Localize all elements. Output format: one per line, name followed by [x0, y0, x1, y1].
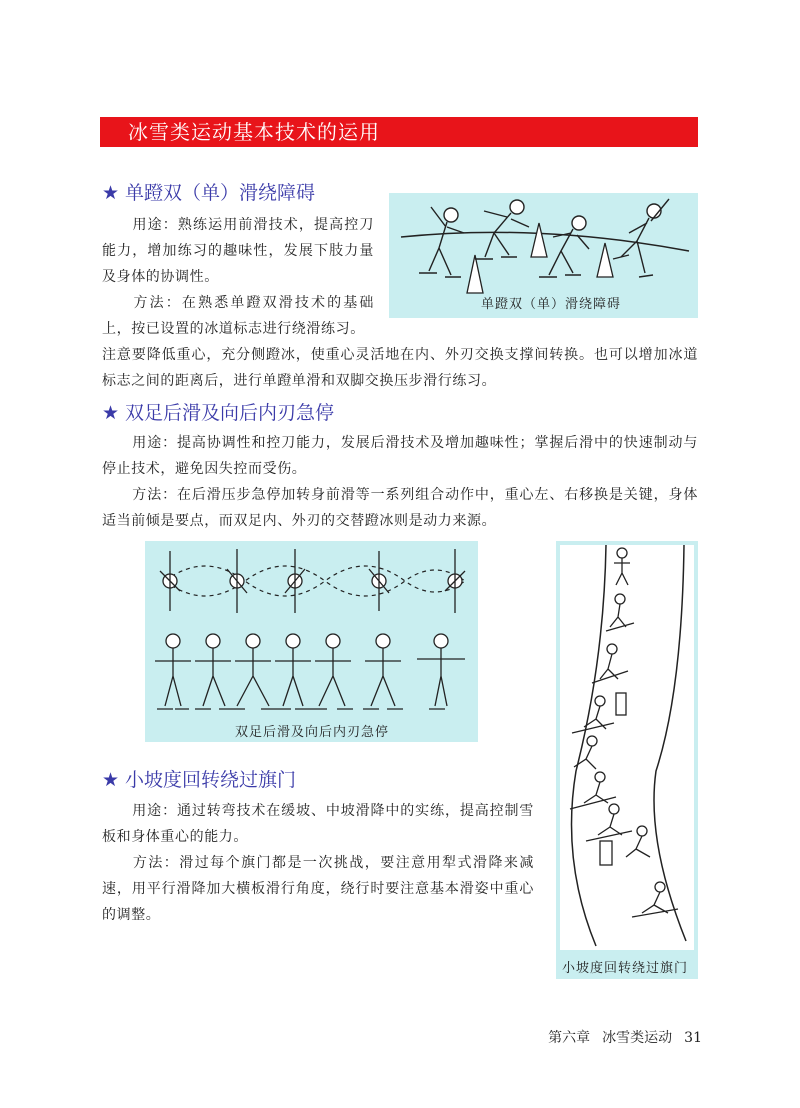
star-icon: ★ [102, 402, 120, 424]
section2-heading: ★ 双足后滑及向后内刃急停 [102, 402, 335, 424]
figure-backward-skating [145, 541, 478, 742]
figure1-caption: 单蹬双（单）滑绕障碍 [481, 297, 622, 312]
section3-heading: ★ 小坡度回转绕过旗门 [102, 769, 297, 791]
banner-title: 冰雪类运动基本技术的运用 [128, 120, 380, 144]
section3-usage: 用途：通过转弯技术在缓坡、中坡滑降中的实练，提高控制雪板和身体重心的能力。 [102, 803, 534, 845]
figure-slalom-gates [556, 541, 698, 979]
footer-chapter: 第六章 [548, 1030, 591, 1046]
section2-usage: 用途：提高协调性和控刀能力，发展后滑技术及增加趣味性；掌握后滑中的快速制动与停止技术，避免因失控而受伤。 [102, 435, 698, 477]
chapter-banner [100, 117, 698, 147]
page-number: 31 [684, 1030, 702, 1046]
figure3-caption: 小坡度回转绕过旗门 [562, 961, 689, 976]
figure-skating-slalom [389, 193, 698, 318]
section1-heading: ★ 单蹬双（单）滑绕障碍 [102, 182, 316, 204]
section1-usage: 用途：熟练运用前滑技术，提高控刀能力，增加练习的趣味性，发展下肢力量及身体的协调性。 [102, 217, 374, 285]
star-icon: ★ [102, 182, 120, 204]
backward-skating-illustration [145, 541, 478, 742]
page-footer [536, 1027, 702, 1047]
star-icon: ★ [102, 769, 120, 791]
section2-method: 方法：在后滑压步急停加转身前滑等一系列组合动作中，重心左、右移换是关键，身体适当前倾是要点，而双足内、外刃的交替蹬冰则是动力来源。 [102, 487, 698, 529]
footer-chapter-title: 冰雪类运动 [602, 1030, 673, 1046]
section1-method-a: 方法：在熟悉单蹬双滑技术的基础上，按已设置的冰道标志进行绕滑练习。 [102, 295, 374, 337]
section3-method: 方法：滑过每个旗门都是一次挑战，要注意用犁式滑降来减速，用平行滑降加大横板滑行角度，绕行时要注意基本滑姿中重心的调整。 [102, 855, 534, 923]
section1-method-b: 注意要降低重心，充分侧蹬冰，使重心灵活地在内、外刃交换支撑间转换。也可以增加冰道标志之间的距离后，进行单蹬单滑和双脚交换压步滑行练习。 [102, 347, 698, 389]
figure2-caption: 双足后滑及向后内刃急停 [235, 725, 390, 740]
ski-slalom-illustration [556, 541, 698, 979]
